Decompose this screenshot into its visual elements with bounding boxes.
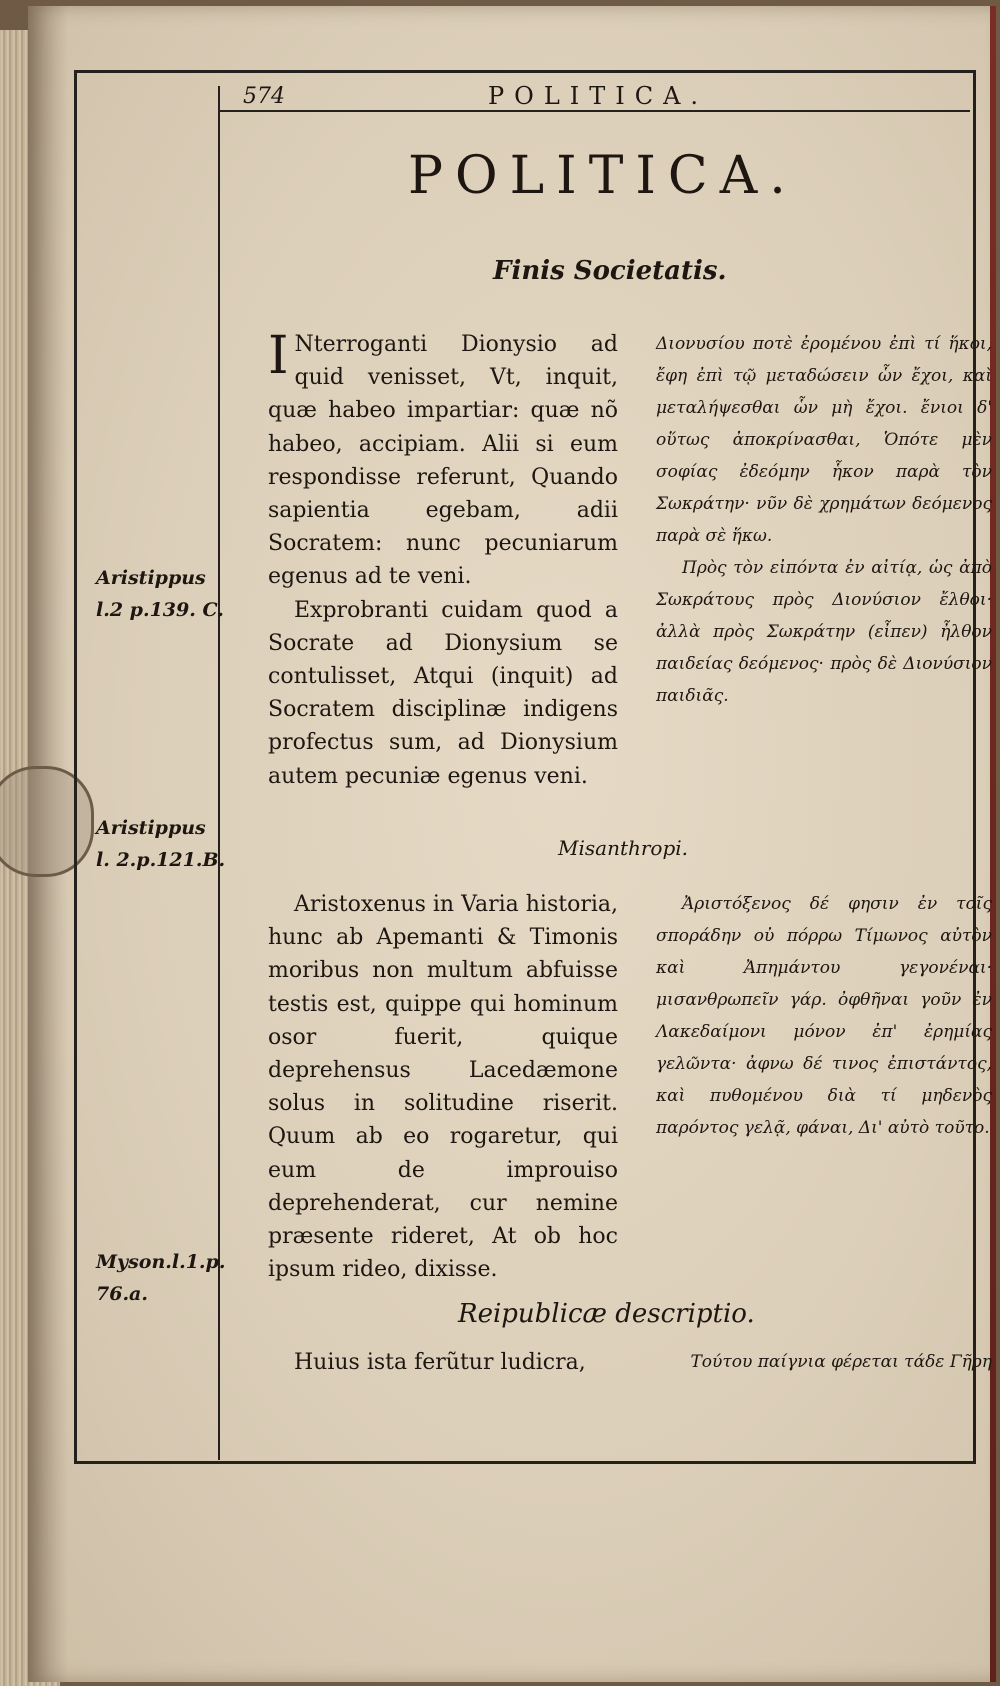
greek-column-upper — [656, 328, 992, 712]
latin-column-upper — [268, 328, 618, 793]
page-title: POLITICA. — [408, 146, 798, 206]
latin-paragraph-3: Aristoxenus in Varia historia, hunc ab Apemanti & Timonis moribus non multum abfuisse testis est, quippe qui hominum osor fuerit, quique deprehensus Lacedæmone solus in solitudine riserit. Quum ab eo rogaretur, qui eum de improuiso deprehenderat, cur nemine præsente rideret, At ob hoc ipsum rideo, dixisse. — [268, 892, 618, 1283]
greek-paragraph-1: Διονυσίου ποτὲ ἐρομένου ἐπὶ τί ἥκοι, ἔφη ἐπὶ τῷ μεταδώσειν ὧν ἔχοι, καὶ μεταλήψεσθαι ὧν μὴ ἔχοι. ἔνιοι δ' οὕτως ἀποκρίνασθαι, Ὁπότε μὲν σοφίας ἐδεόμην ἧκον παρὰ τὸν Σωκράτην· νῦν δὲ χρημάτων δεόμενος παρὰ σὲ ἥκω. — [656, 334, 992, 546]
latin-column-lower — [268, 1346, 608, 1379]
section-heading-finis: Finis Societatis. — [493, 256, 727, 286]
latin-column-middle — [268, 888, 618, 1286]
latin-paragraph-2: Exprobranti cuidam quod a Socrate ad Dionysium se contulisset, Atqui (inquit) ad Socratem disciplinæ indigens profectus sum, ad Dionysium autem pecuniæ egenus veni. — [268, 597, 618, 789]
latin-paragraph-1-text: Nterroganti Dionysio ad quid venisset, Vt, inquit, quæ habeo impartiar: quæ nõ habeo, accipiam. Alii si eum respondisse referunt, Quando sapientia egebam, adii Socratem: nunc pecuniarum egenus ad te veni. — [268, 332, 618, 590]
margin-note-2: Aristippus l. 2.p.121.B. — [96, 817, 226, 871]
page-number: 574 — [243, 84, 285, 109]
greek-paragraph-4: Τούτου παίγνια φέρεται τάδε Γῆρη — [690, 1352, 992, 1372]
header-rule — [218, 110, 970, 112]
latin-paragraph-1 — [268, 328, 618, 594]
margin-note-3: Myson.l.1.p. 76.a. — [96, 1251, 226, 1305]
drop-cap: I — [268, 326, 289, 386]
bottom-rule — [74, 1461, 973, 1464]
cover-edge — [990, 6, 996, 1682]
section-heading-misanthropi: Misanthropi. — [558, 836, 689, 860]
greek-column-middle — [656, 888, 992, 1144]
greek-paragraph-2: Πρὸς τὸν εἰπόντα ἐν αἰτίᾳ, ὡς ἀπὸ Σωκράτους πρὸς Διονύσιον ἔλθοι· ἀλλὰ πρὸς Σωκράτην (εἶπεν) ἦλθον παιδείας δεόμενος· πρὸς δὲ Διονύσιον παιδιᾶς. — [656, 558, 992, 706]
margin-note-1: Aristippus l.2 p.139. C. — [96, 567, 224, 621]
latin-paragraph-4: Huius ista ferũtur ludicra, — [294, 1350, 586, 1375]
greek-paragraph-3: Ἀριστόξενος δέ φησιν ἐν τοῖς σποράδην οὐ πόρρω Τίμωνος αὐτὸν καὶ Ἀπημάντου γεγονέναι· μισανθρωπεῖν γάρ. ὀφθῆναι γοῦν ἐν Λακεδαίμονι μόνον ἐπ' ἐρημίας γελῶντα· ἀφνω δέ τινος ἐπιστάντος, καὶ πυθομένου διὰ τί μηδενὸς παρόντος γελᾷ, φάναι, Δι' αὐτὸ τοῦτο. — [656, 894, 992, 1138]
book-page — [28, 6, 996, 1682]
top-rule — [74, 70, 973, 73]
section-heading-republica: Reipublicæ descriptio. — [458, 1299, 755, 1329]
running-title: POLITICA. — [488, 82, 709, 110]
greek-column-lower — [656, 1346, 992, 1378]
